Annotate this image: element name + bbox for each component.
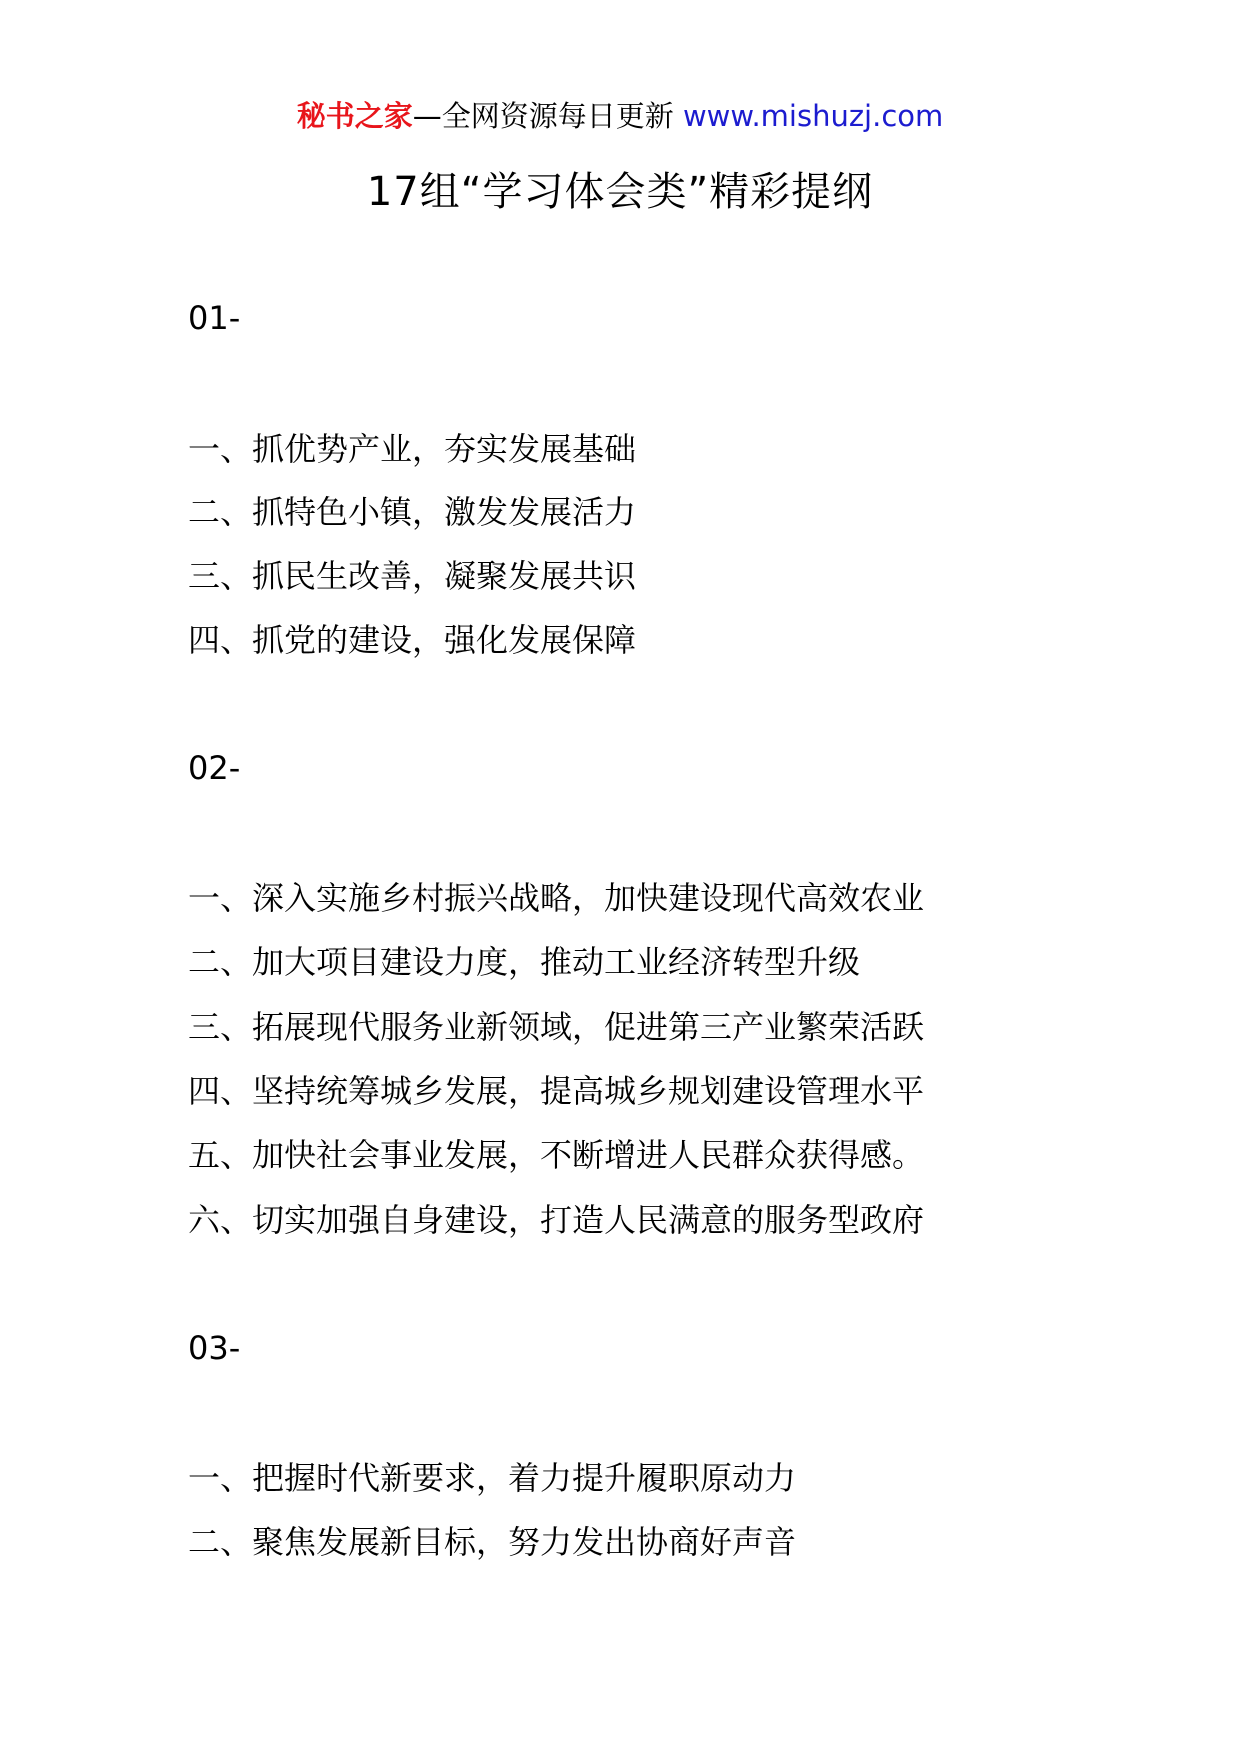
list-item: 二、加大项目建设力度，推动工业经济转型升级 — [188, 943, 861, 981]
list-item: 一、深入实施乡村振兴战略，加快建设现代高效农业 — [188, 879, 925, 917]
list-item: 六、切实加强自身建设，打造人民满意的服务型政府 — [188, 1201, 925, 1239]
site-tagline: —全网资源每日更新 — [412, 99, 674, 133]
site-header — [0, 98, 1240, 134]
site-url-link[interactable]: www.mishuzj.com — [682, 99, 944, 133]
site-brand: 秘书之家 — [296, 99, 413, 133]
document-title: 17组“学习体会类”精彩提纲 — [366, 169, 874, 215]
list-item: 二、聚焦发展新目标，努力发出协商好声音 — [188, 1523, 797, 1561]
list-item: 二、抓特色小镇，激发发展活力 — [188, 493, 637, 531]
list-item: 一、抓优势产业，夯实发展基础 — [188, 430, 637, 468]
list-item: 五、加快社会事业发展，不断增进人民群众获得感。 — [188, 1136, 925, 1174]
section-label-03: 03- — [188, 1329, 241, 1367]
section-label-02: 02- — [188, 749, 241, 787]
list-item: 三、拓展现代服务业新领域，促进第三产业繁荣活跃 — [188, 1008, 925, 1046]
list-item: 四、抓党的建设，强化发展保障 — [188, 621, 637, 659]
list-item: 四、坚持统筹城乡发展，提高城乡规划建设管理水平 — [188, 1072, 925, 1110]
list-item: 一、把握时代新要求，着力提升履职原动力 — [188, 1459, 797, 1497]
section-label-01: 01- — [188, 299, 241, 337]
list-item: 三、抓民生改善，凝聚发展共识 — [188, 557, 637, 595]
